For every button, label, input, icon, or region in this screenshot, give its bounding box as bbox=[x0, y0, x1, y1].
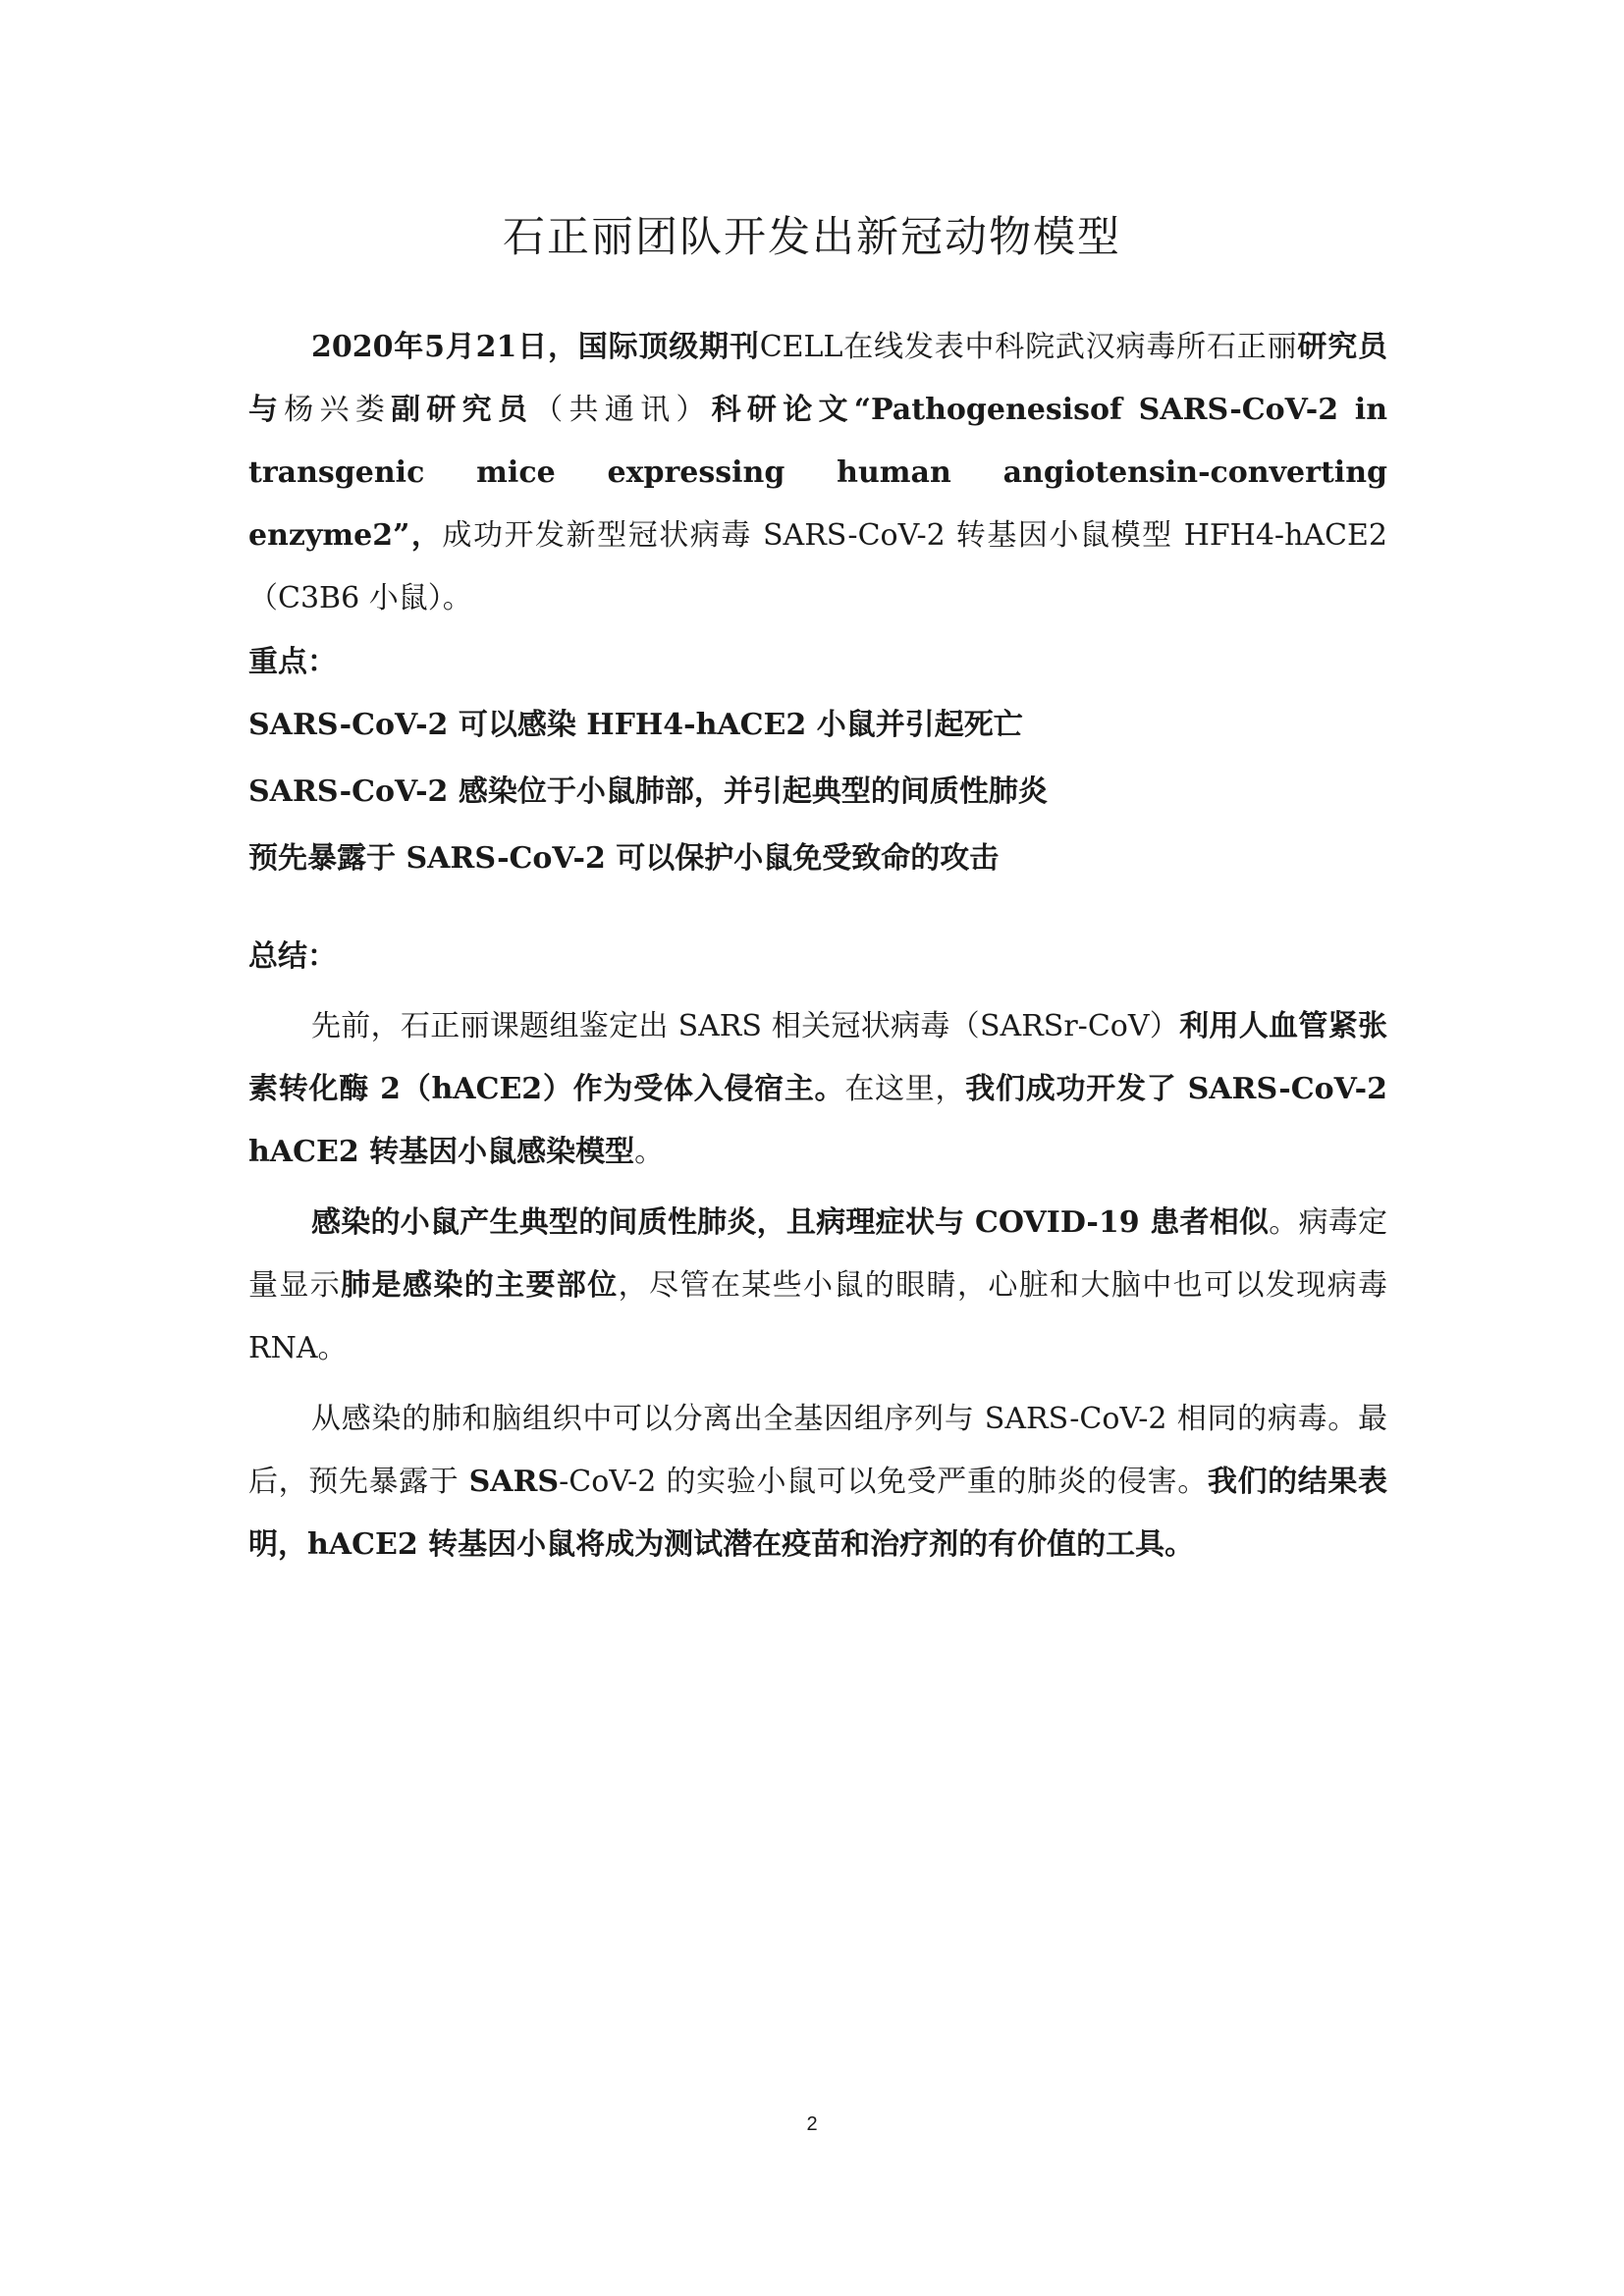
intro-author-2: 杨兴娄 bbox=[284, 393, 392, 427]
summary-heading: 总结： bbox=[248, 939, 337, 974]
key-point-item: SARS-CoV-2 感染位于小鼠肺部，并引起典型的间质性肺炎 bbox=[248, 774, 1048, 809]
intro-author-1: 石正丽 bbox=[1206, 330, 1298, 364]
summary-p3-a: 从感染的肺和脑组织中可以分离出全基因组序列与 SARS-CoV-2 相同的病毒。最后，预先暴露于 bbox=[248, 1402, 1387, 1499]
summary-section bbox=[248, 995, 1387, 1584]
summary-p2-c: 肺是感染的主要部位 bbox=[341, 1268, 619, 1303]
summary-paragraph-1 bbox=[248, 995, 1387, 1184]
intro-result: 成功开发新型冠状病毒 SARS-CoV-2 转基因小鼠模型 HFH4-hACE2（C3B6 小鼠）。 bbox=[248, 518, 1387, 615]
key-point-item: 预先暴露于 SARS-CoV-2 可以保护小鼠免受致命的攻击 bbox=[248, 841, 1000, 876]
summary-p1-d: 我们成功开发了 SARS-CoV-2 hACE2 转基因小鼠感染模型 bbox=[248, 1072, 1388, 1169]
summary-p3-d: 我们的结果表明，hACE2 转基因小鼠将成为测试潜在疫苗和治疗剂的有价值的工具。 bbox=[248, 1465, 1387, 1562]
summary-p1-c: 在这里， bbox=[844, 1072, 966, 1106]
intro-role-2: 副研究员 bbox=[391, 393, 534, 427]
summary-p2-b: 。病毒定量显示 bbox=[248, 1205, 1388, 1303]
summary-p1-b: 利用人血管紧张素转化酶 2（hACE2）作为受体入侵宿主。 bbox=[248, 1009, 1387, 1106]
summary-paragraph-2 bbox=[248, 1192, 1387, 1380]
summary-paragraph-3 bbox=[248, 1388, 1387, 1576]
summary-p3-b: SARS bbox=[468, 1465, 560, 1499]
summary-p2-a: 感染的小鼠产生典型的间质性肺炎，且病理症状与 COVID-19 患者相似 bbox=[311, 1205, 1270, 1240]
summary-p2-d: ，尽管在某些小鼠的眼睛，心脏和大脑中也可以发现病毒 RNA。 bbox=[248, 1268, 1388, 1365]
key-points-heading: 重点： bbox=[248, 645, 337, 679]
key-point-item: SARS-CoV-2 可以感染 HFH4-hACE2 小鼠并引起死亡 bbox=[248, 708, 1023, 742]
summary-p1-e: 。 bbox=[634, 1135, 665, 1169]
summary-p3-c: -CoV-2 的实验小鼠可以免受严重的肺炎的侵害。 bbox=[559, 1465, 1208, 1499]
intro-paragraph bbox=[248, 316, 1387, 630]
intro-role-1: 研究员与 bbox=[248, 330, 1388, 427]
intro-date: 2020年5月21日，国际顶级期刊 bbox=[311, 330, 760, 364]
document-title: 石正丽团队开发出新冠动物模型 bbox=[503, 213, 1121, 262]
page-number: 2 bbox=[806, 2113, 818, 2135]
summary-p1-a: 先前，石正丽课题组鉴定出 SARS 相关冠状病毒（SARSr-CoV） bbox=[311, 1009, 1180, 1043]
intro-paper-title: 科研论文“Pathogenesisof SARS-CoV-2 in transgenic mice expressing human angiotensin-converting enzyme2”， bbox=[248, 393, 1388, 553]
intro-journal: CELL在线发表中科院武汉病毒所 bbox=[759, 330, 1207, 364]
key-points-list bbox=[248, 701, 1387, 901]
intro-co-corresponding: （共通讯） bbox=[533, 393, 712, 427]
